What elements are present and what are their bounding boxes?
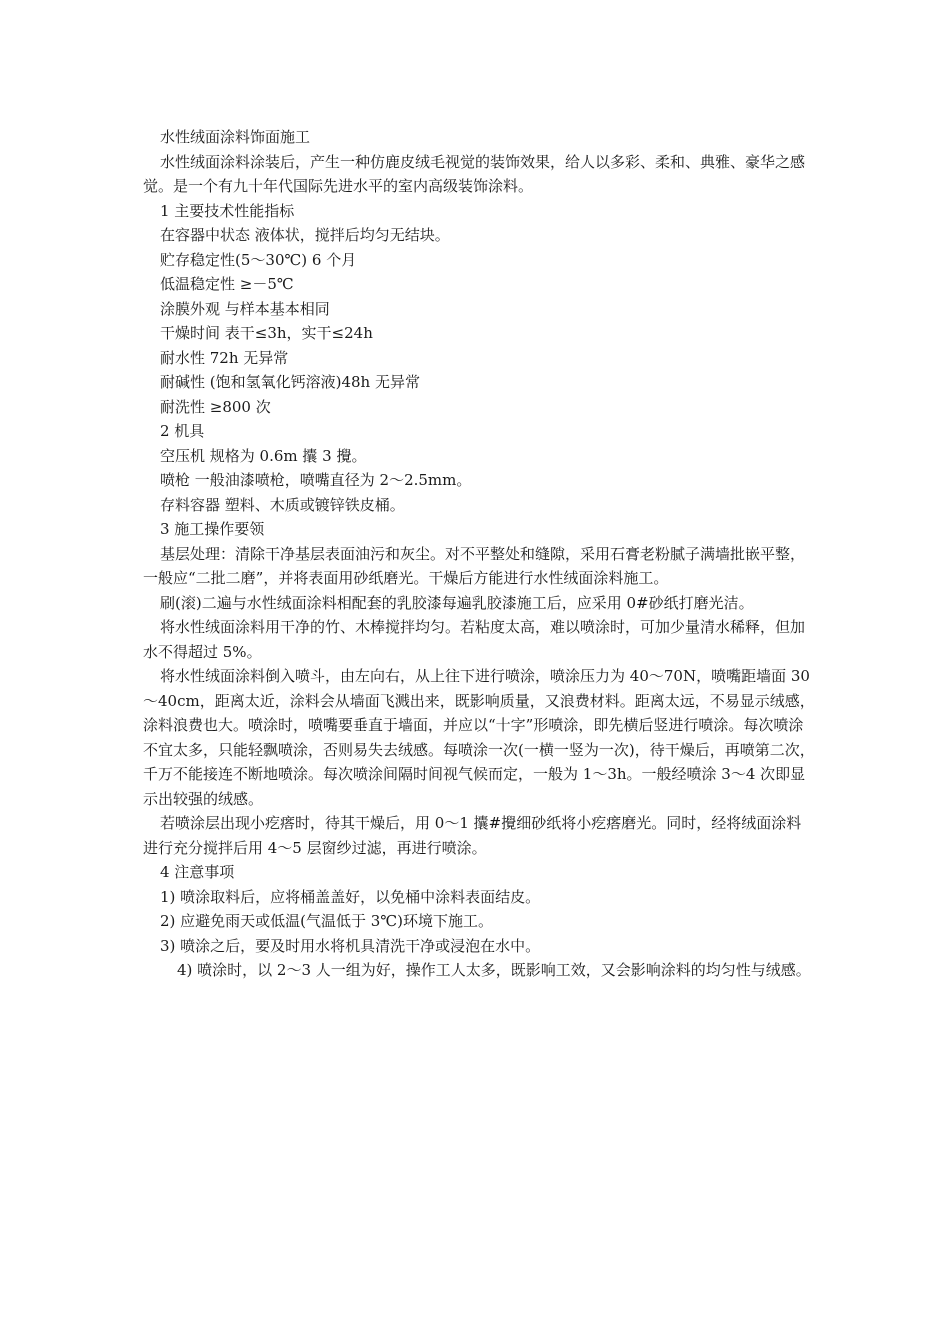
spec-line: 在容器中状态 液体状，搅拌后均匀无结块。 [160,226,450,244]
note-item: 4) 喷涂时，以 2～3 人一组为好，操作工人太多，既影响工效，又会影响涂料的均匀性与绒感。 [177,961,811,979]
note-item: 1) 喷涂取料后，应将桶盖盖好，以免桶中涂料表面结皮。 [160,887,541,906]
procedure-paragraph: 刷(滚)二遍与水性绒面涂料相配套的乳胶漆每遍乳胶漆施工后，应采用 0#砂纸打磨光洁。 [160,593,754,612]
intro-paragraph: 水性绒面涂料涂装后，产生一种仿鹿皮绒毛视觉的装饰效果，给人以多彩、柔和、典雅、豪华之感觉。是一个有九十年代国际先进水平的室内高级装饰涂料。 [143,152,806,195]
document-body [143,125,815,983]
section-heading-specs: 1 主要技术性能指标 [160,201,295,220]
section-heading-procedure: 3 施工操作要领 [160,520,265,538]
tool-line: 喷枪 一般油漆喷枪，喷嘴直径为 2～2.5mm。 [160,471,472,489]
spec-line: 耐洗性 ≥800 次 [160,397,271,416]
spec-line: 耐水性 72h 无异常 [160,348,289,367]
spec-line: 低温稳定性 ≥－5℃ [160,275,294,293]
note-item: 3) 喷涂之后，要及时用水将机具清洗干净或浸泡在水中。 [160,936,541,955]
spec-line: 涂膜外观 与样本基本相同 [160,299,330,318]
section-heading-tools: 2 机具 [160,422,205,440]
section-heading-notes: 4 注意事项 [160,863,235,881]
spec-line: 贮存稳定性(5～30℃) 6 个月 [160,250,357,269]
spec-line: 干燥时间 表干≤3h，实干≤24h [160,324,373,342]
spec-line: 耐碱性 (饱和氢氧化钙溶液)48h 无异常 [160,373,420,391]
note-item: 2) 应避免雨天或低温(气温低于 3℃)环境下施工。 [160,912,493,930]
tool-line: 存料容器 塑料、木质或镀锌铁皮桶。 [160,495,405,514]
procedure-paragraph: 基层处理：清除干净基层表面油污和灰尘。对不平整处和缝隙，采用石膏老粉腻子满墙批嵌平整，一般应“二批二磨”，并将表面用砂纸磨光。干燥后方能进行水性绒面涂料施工。 [143,544,806,587]
procedure-paragraph: 将水性绒面涂料倒入喷斗，由左向右，从上往下进行喷涂，喷涂压力为 40～70N，喷嘴距墙面 30～40cm，距离太近，涂料会从墙面飞溅出来，既影响质量，又浪费材料。距离太远，不易显示绒感，涂料浪费也大。喷涂时，喷嘴要垂直于墙面，并应以“十字”形喷涂，即先横后竖进行喷涂。每次喷涂不宜太多，只能轻飘喷涂，否则易失去绒感。每喷涂一次(一横一竖为一次)，待干燥后，再喷第二次，千万不能接连不断地喷涂。每次喷涂间隔时间视气候而定，一般为 1～3h。一般经喷涂 3～4 次即显示出较强的绒感。 [143,667,815,808]
procedure-paragraph: 将水性绒面涂料用干净的竹、木棒搅拌均匀。若粘度太高，难以喷涂时，可加少量清水稀释，但加水不得超过 5%。 [143,618,806,661]
tool-line: 空压机 规格为 0.6m 攮 3 攪。 [160,446,367,465]
doc-title: 水性绒面涂料饰面施工 [160,128,311,146]
procedure-paragraph: 若喷涂层出现小疙瘩时，待其干燥后，用 0～1 攮#攪细砂纸将小疙瘩磨光。同时，经将绒面涂料进行充分搅拌后用 4～5 层窗纱过滤，再进行喷涂。 [143,814,802,857]
